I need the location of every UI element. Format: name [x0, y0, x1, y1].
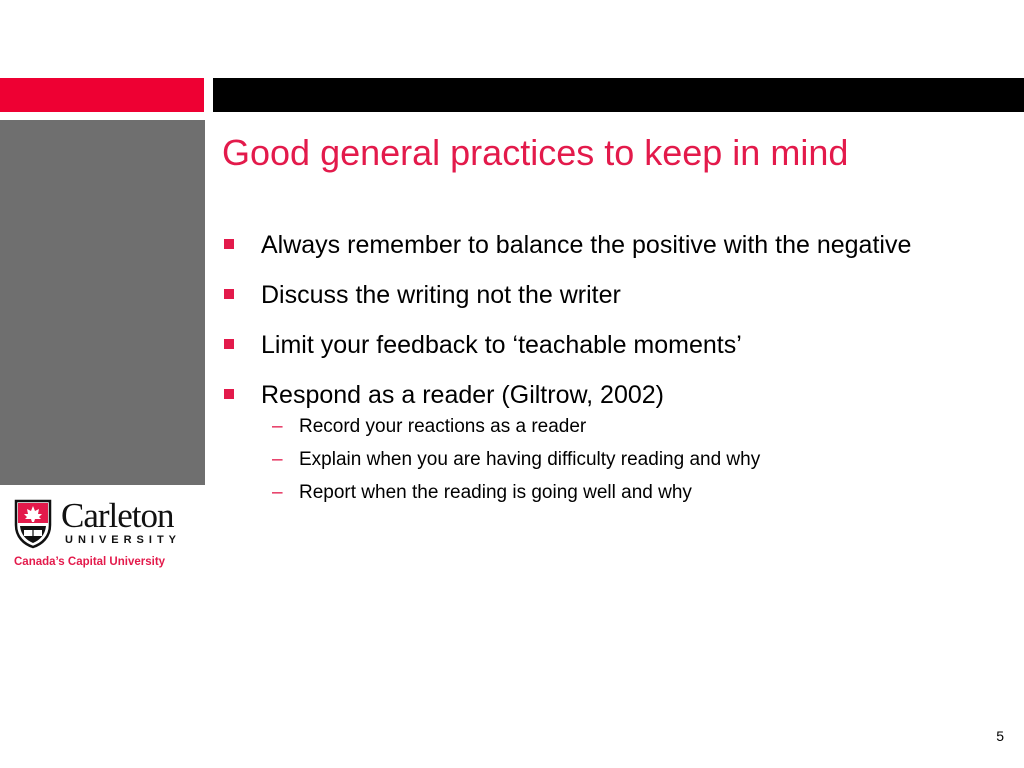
carleton-crest-icon	[14, 499, 52, 549]
sub-bullet-item	[222, 416, 982, 438]
page-number: 5	[996, 728, 1004, 744]
header-black-bar	[213, 78, 1024, 112]
bullet-item	[222, 274, 982, 317]
sub-bullet-item	[222, 449, 982, 471]
bullet-item	[222, 324, 982, 367]
bullet-text: Limit your feedback to ‘teachable moments’	[261, 331, 742, 359]
bullet-text: Always remember to balance the positive with the negative	[261, 231, 912, 259]
bullet-item	[222, 374, 982, 417]
bullet-list	[222, 224, 982, 515]
header-red-bar	[0, 78, 204, 112]
slide-title: Good general practices to keep in mind	[222, 132, 849, 173]
sub-bullet-item	[222, 482, 982, 504]
sub-bullet-text: Explain when you are having difficulty reading and why	[299, 449, 761, 470]
bullet-text: Respond as a reader (Giltrow, 2002)	[261, 381, 664, 409]
dash-marker: –	[272, 482, 283, 503]
sub-bullet-text: Report when the reading is going well and why	[299, 482, 692, 503]
square-bullet-icon	[224, 389, 234, 399]
bullet-item	[222, 224, 982, 267]
square-bullet-icon	[224, 339, 234, 349]
dash-marker: –	[272, 449, 283, 470]
sub-bullet-text: Record your reactions as a reader	[299, 416, 587, 437]
side-gray-panel	[0, 120, 205, 485]
logo-wordmark: Carleton	[61, 496, 174, 535]
bullet-text: Discuss the writing not the writer	[261, 281, 621, 309]
logo-university: UNIVERSITY	[65, 534, 182, 546]
logo-tagline: Canada’s Capital University	[14, 556, 166, 568]
square-bullet-icon	[224, 239, 234, 249]
carleton-logo	[14, 497, 194, 575]
dash-marker: –	[272, 416, 283, 437]
square-bullet-icon	[224, 289, 234, 299]
